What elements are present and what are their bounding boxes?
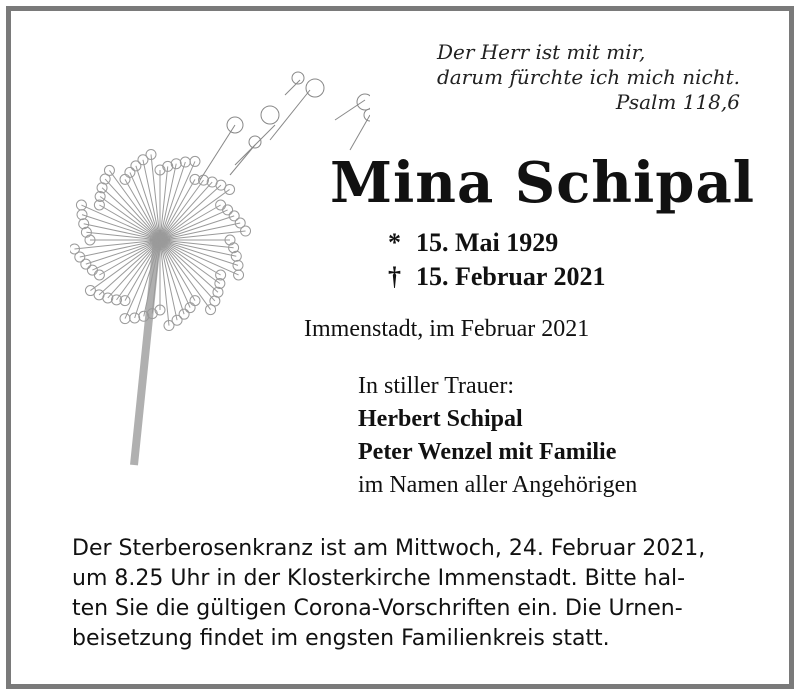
birth-date: 15. Mai 1929 [416,228,559,257]
mourners-closing: im Namen aller Angehörigen [358,472,638,498]
notice-line: beisetzung findet im engsten Familienkreis statt. [72,626,610,651]
birth-symbol: * [388,228,401,257]
place-date: Immenstadt, im Februar 2021 [304,316,590,342]
mourner-name: Peter Wenzel mit Familie [358,439,617,465]
dandelion-icon [70,70,370,470]
bible-quote [437,40,740,115]
life-dates [388,226,605,294]
deceased-name: Mina Schipal [330,150,755,216]
quote-reference: Psalm 118,6 [615,90,740,114]
service-notice [72,534,732,654]
mourner-name: Herbert Schipal [358,406,523,432]
notice-line: ten Sie die gültigen Corona-Vorschriften ein. Die Urnen- [72,596,683,621]
death-symbol: † [388,262,401,291]
notice-line: Der Sterberosenkranz ist am Mittwoch, 24. Februar 2021, [72,536,706,561]
mourners-block [358,370,637,502]
death-date: 15. Februar 2021 [416,262,606,291]
mourners-intro: In stiller Trauer: [358,373,514,399]
notice-line: um 8.25 Uhr in der Klosterkirche Immenstadt. Bitte hal- [72,566,686,591]
quote-line-1: Der Herr ist mit mir, [436,40,646,64]
quote-line-2: darum fürchte ich mich nicht. [436,65,740,89]
